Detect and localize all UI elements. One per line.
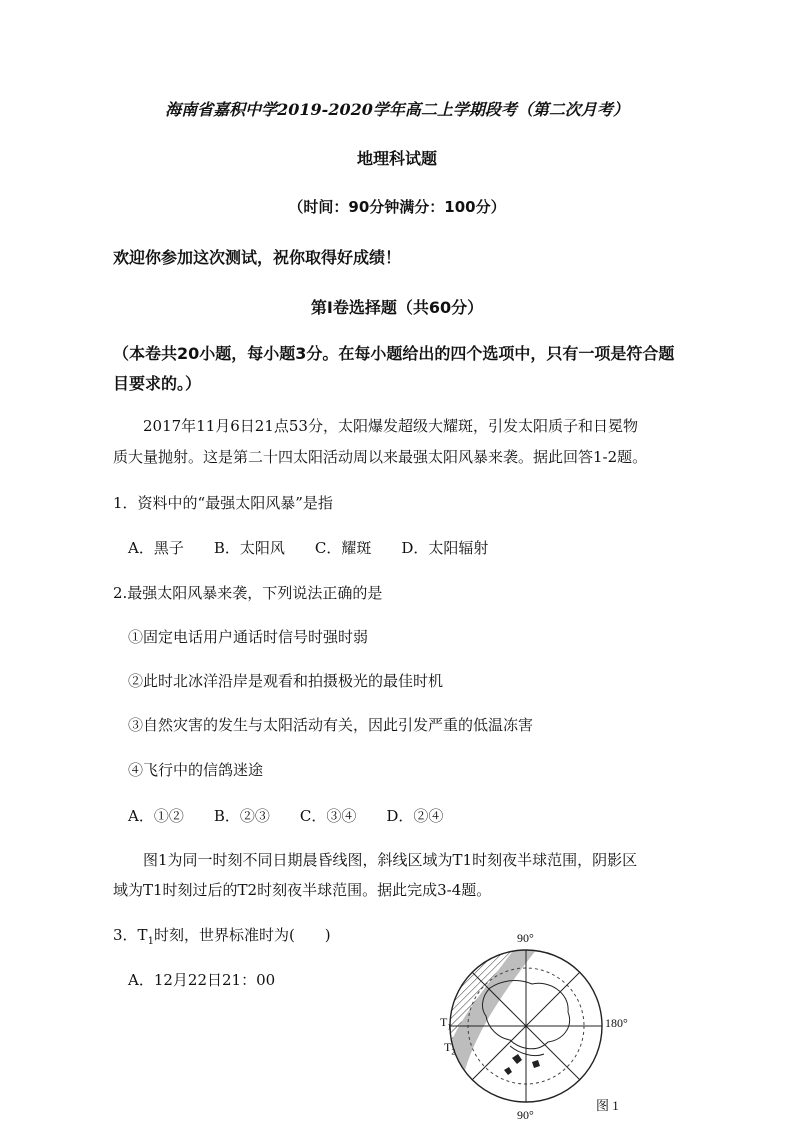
figure-1 — [440, 930, 640, 1122]
q2-item-3: ③自然灾害的发生与太阳活动有关，因此引发严重的低温冻害 — [128, 716, 534, 734]
label-t1: $T_1$ — [440, 1015, 452, 1032]
subject-title: 地理科试题 — [356, 149, 437, 168]
q1-stem: 1．资料中的“最强太阳风暴”是指 — [113, 494, 333, 512]
q2-stem: 2.最强太阳风暴来袭，下列说法正确的是 — [113, 584, 383, 602]
q2-item-2: ②此时北冰洋沿岸是观看和拍摄极光的最佳时机 — [128, 672, 444, 690]
q1-options: A．黑子 B．太阳风 C．耀斑 D．太阳辐射 — [128, 539, 489, 557]
welcome-text: 欢迎你参加这次测试，祝你取得好成绩！ — [113, 248, 402, 267]
label-right: 180° — [605, 1016, 628, 1030]
passage1-line1: 2017年11月6日21点53分，太阳爆发超级大耀斑，引发太阳质子和日冕物 — [143, 417, 638, 435]
label-t2: $T_2$ — [444, 1040, 456, 1057]
q2-options: A．①② B．②③ C．③④ D．②④ — [128, 807, 444, 825]
island-marks — [504, 1054, 540, 1075]
label-bottom: 90° — [517, 1108, 534, 1122]
time-info: （时间：90分钟满分：100分） — [288, 198, 506, 216]
q3-option-a: A．12月22日21：00 — [128, 971, 276, 989]
passage2-line1: 图1为同一时刻不同日期晨昏线图，斜线区域为T1时刻夜半球范围，阴影区 — [143, 851, 638, 869]
section-note-line2: 目要求的。） — [113, 374, 202, 393]
section-title: 第Ⅰ卷选择题（共60分） — [310, 298, 484, 317]
q3-stem: 3．$T_1$时刻，世界标准时为( ) — [113, 926, 331, 947]
q2-item-4: ④飞行中的信鸽迷途 — [128, 761, 264, 779]
passage1-line2: 质大量抛射。这是第二十四太阳活动周以来最强太阳风暴来袭。据此回答1-2题。 — [113, 448, 648, 466]
passage2-line2: 域为T1时刻过后的T2时刻夜半球范围。据此完成3-4题。 — [113, 881, 492, 899]
figure-caption: 图 1 — [596, 1098, 619, 1113]
q2-item-1: ①固定电话用户通话时信号时强时弱 — [128, 628, 369, 646]
section-note-line1: （本卷共20小题，每小题3分。在每小题给出的四个选项中，只有一项是符合题 — [113, 344, 675, 363]
exam-title: 海南省嘉积中学2019-2020学年高二上学期段考（第二次月考） — [165, 100, 629, 119]
label-top: 90° — [517, 931, 534, 945]
